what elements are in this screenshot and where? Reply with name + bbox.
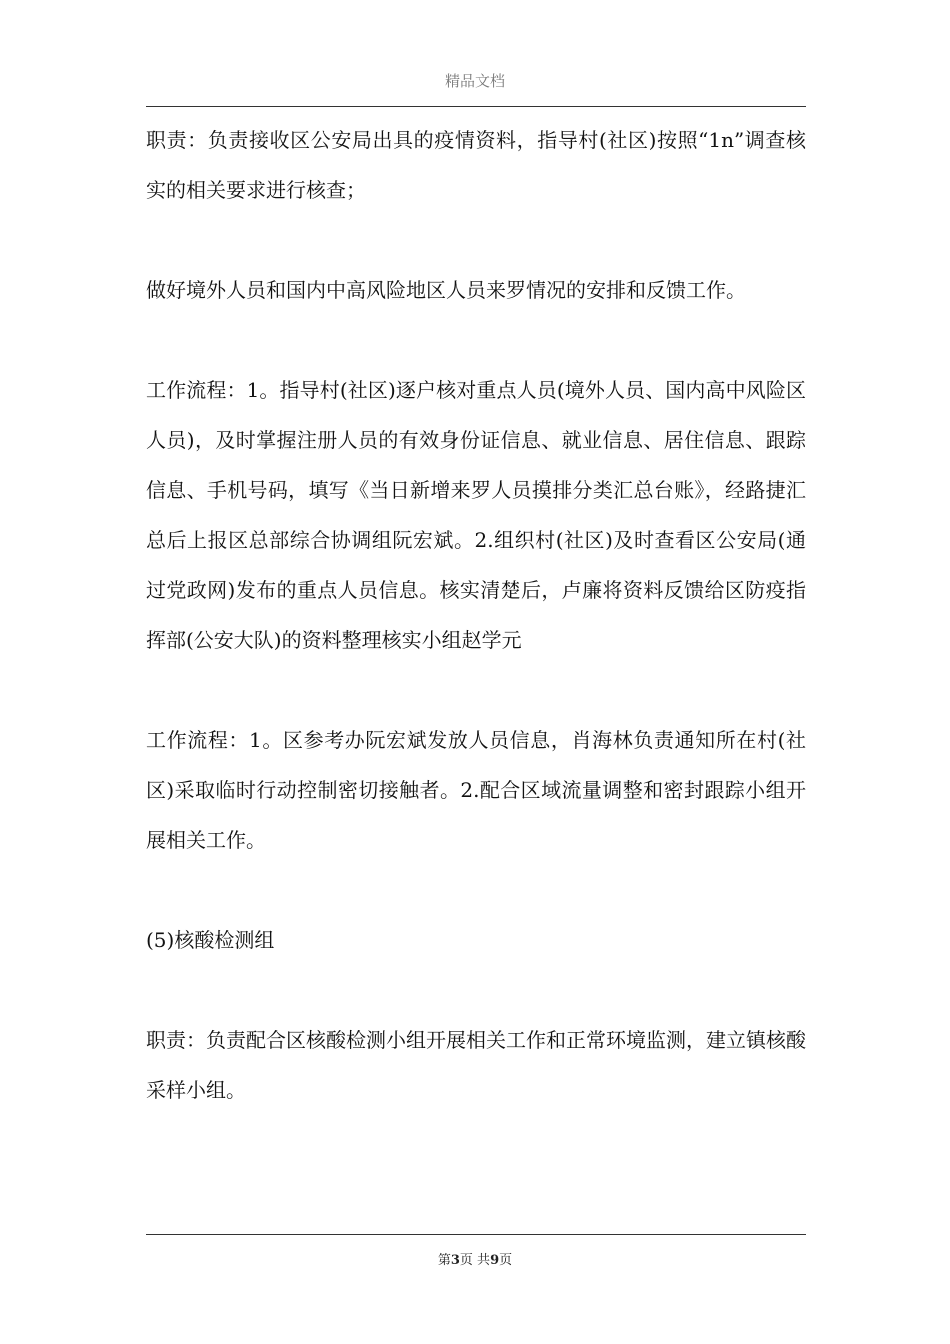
footer-suffix: 页 [499, 1253, 513, 1268]
page-footer [0, 1249, 950, 1268]
footer-middle: 页 共 [459, 1253, 491, 1268]
section-heading-nucleic-acid: (5)核酸检测组 [146, 928, 275, 952]
paragraph-duties-intro: 职责：负责接收区公安局出具的疫情资料，指导村(社区)按照“1n”调查核实的相关要求进行核查； [146, 128, 806, 202]
current-page-number: 3 [450, 1253, 460, 1268]
document-body [146, 115, 806, 1115]
footer-divider [146, 1234, 806, 1235]
paragraph-workflow-2: 工作流程：1。区参考办阮宏斌发放人员信息，肖海林负责通知所在村(社区)采取临时行动控制密切接触者。2.配合区域流量调整和密封跟踪小组开展相关工作。 [146, 728, 806, 852]
footer-prefix: 第 [437, 1253, 451, 1268]
paragraph-workflow-1: 工作流程：1。指导村(社区)逐户核对重点人员(境外人员、国内高中风险区人员)，及时掌握注册人员的有效身份证信息、就业信息、居住信息、跟踪信息、手机号码，填写《当日新增来罗人员摸排分类汇总台账》，经路捷汇总后上报区总部综合协调组阮宏斌。2.组织村(社区)及时查看区公安局(通过党政网)发布的重点人员信息。核实清楚后，卢廉将资料反馈给区防疫指挥部(公安大队)的资料整理核实小组赵学元 [146, 378, 806, 652]
page-header-title: 精品文档 [444, 72, 505, 90]
paragraph-arrangement: 做好境外人员和国内中高风险地区人员来罗情况的安排和反馈工作。 [146, 278, 746, 302]
paragraph-nucleic-duties: 职责：负责配合区核酸检测小组开展相关工作和正常环境监测，建立镇核酸采样小组。 [146, 1028, 806, 1102]
header-divider [146, 106, 806, 107]
total-page-number: 9 [490, 1253, 500, 1268]
